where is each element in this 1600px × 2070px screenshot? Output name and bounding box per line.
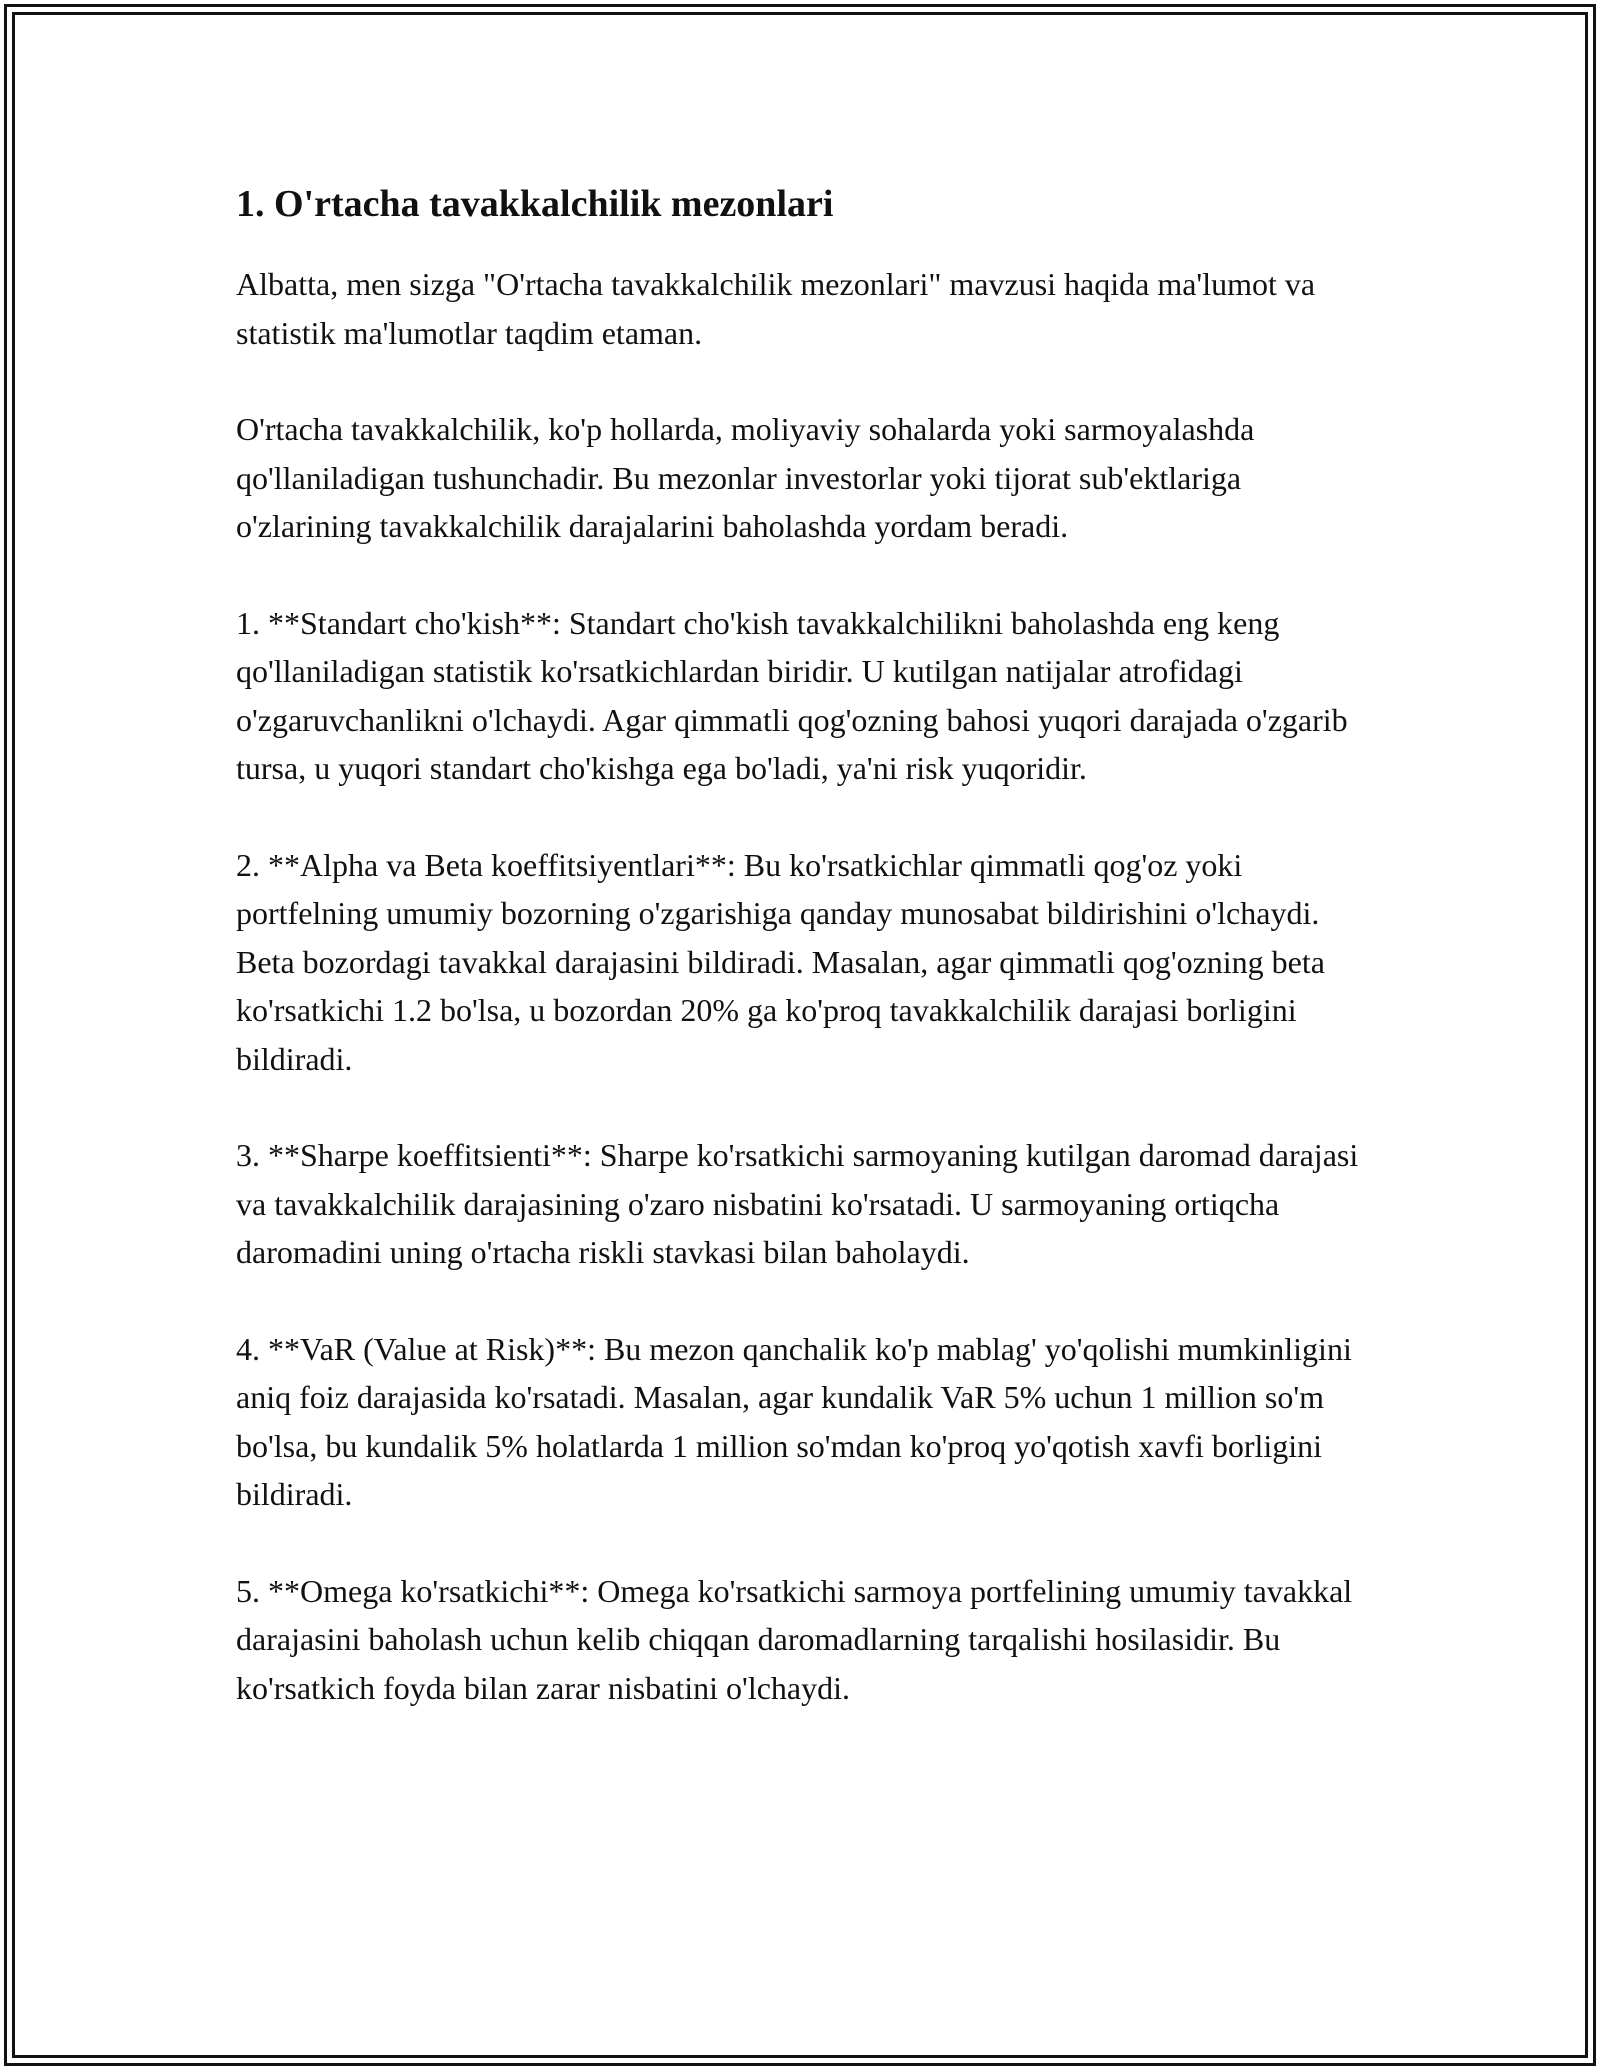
paragraph-item-5: 5. **Omega ko'rsatkichi**: Omega ko'rsatkichi sarmoya portfelining umumiy tavakkal darajasini baholash uchun kelib chiqqan daromadlarning tarqalishi hosilasidir. Bu ko'rsatkich foyda bilan zarar nisbatini o'lchaydi. <box>236 1572 1353 1706</box>
paragraph-item-3: 3. **Sharpe koeffitsienti**: Sharpe ko'rsatkichi sarmoyaning kutilgan daromad darajasi va tavakkalchilik darajasining o'zaro nisbatini ko'rsatadi. U sarmoyaning ortiqcha daromadini uning o'rtacha riskli stavkasi bilan baholaydi. <box>236 1137 1359 1270</box>
paragraph-intro: Albatta, men sizga "O'rtacha tavakkalchilik mezonlari" mavzusi haqida ma'lumot va statistik ma'lumotlar taqdim etaman. <box>236 266 1316 351</box>
paragraph-item-2: 2. **Alpha va Beta koeffitsiyentlari**: Bu ko'rsatkichlar qimmatli qog'oz yoki portfelning umumiy bozorning o'zgarishiga qanday munosabat bildirishini o'lchaydi. Beta bozordagi tavakkal darajasini bildiradi. Masalan, agar qimmatli qog'ozning beta ko'rsatkichi 1.2 bo'lsa, u bozordan 20% ga ko'proq tavakkalchilik darajasi borligini bildiradi. <box>236 846 1325 1077</box>
paragraph-definition: O'rtacha tavakkalchilik, ko'p hollarda, moliyaviy sohalarda yoki sarmoyalashda qo'llaniladigan tushunchadir. Bu mezonlar investorlar yoki tijorat sub'ektlariga o'zlarining tavakkalchilik darajalarini baholashda yordam beradi. <box>236 411 1255 544</box>
paragraph-item-1: 1. **Standart cho'kish**: Standart cho'kish tavakkalchilikni baholashda eng keng qo'llaniladigan statistik ko'rsatkichlardan biridir. U kutilgan natijalar atrofidagi o'zgaruvchanlikni o'lchaydi. Agar qimmatli qog'ozning bahosi yuqori darajada o'zgarib tursa, u yuqori standart cho'kishga ega bo'ladi, ya'ni risk yuqoridir. <box>236 604 1348 786</box>
document-title: 1. O'rtacha tavakkalchilik mezonlari <box>236 183 834 225</box>
document-body <box>236 180 1376 1712</box>
paragraph-item-4: 4. **VaR (Value at Risk)**: Bu mezon qanchalik ko'p mablag' yo'qolishi mumkinligini aniq foiz darajasida ko'rsatadi. Masalan, agar kundalik VaR 5% uchun 1 million so'm bo'lsa, bu kundalik 5% holatlarda 1 million so'mdan ko'proq yo'qotish xavfi borligini bildiradi. <box>236 1330 1352 1512</box>
